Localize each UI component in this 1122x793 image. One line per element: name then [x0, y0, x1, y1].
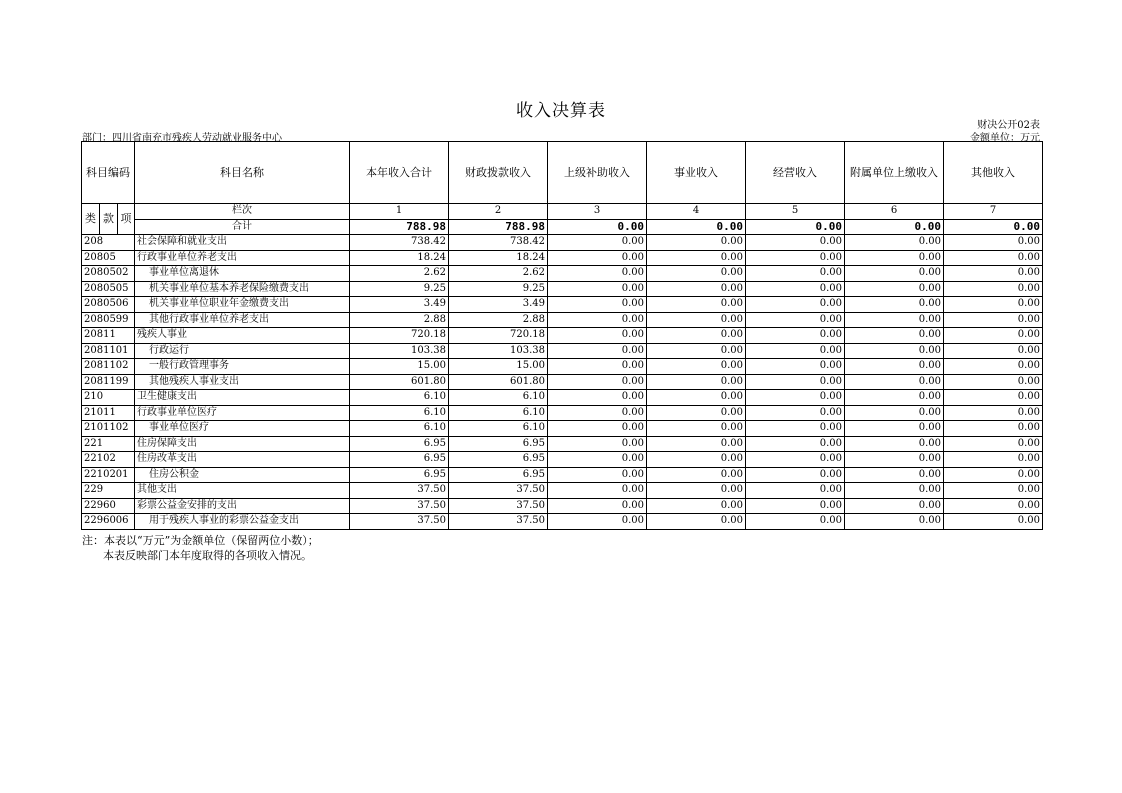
table-row — [82, 467, 1043, 483]
amount-cell: 0.00 — [746, 297, 845, 313]
amount-cell: 0.00 — [746, 328, 845, 344]
amount-cell: 6.10 — [350, 390, 449, 406]
amount-cell: 0.00 — [548, 405, 647, 421]
sub-header-lei: 类 — [82, 204, 100, 235]
amount-cell: 0.00 — [746, 405, 845, 421]
sub-header-kuan: 款 — [100, 204, 118, 235]
table-row — [82, 514, 1043, 530]
amount-cell: 0.00 — [647, 421, 746, 437]
header-superior-subsidy: 上级补助收入 — [548, 142, 647, 204]
subject-code: 2101102 — [82, 421, 135, 437]
amount-cell: 6.95 — [449, 452, 548, 468]
amount-cell: 0.00 — [746, 452, 845, 468]
amount-cell: 0.00 — [746, 235, 845, 251]
amount-cell: 720.18 — [449, 328, 548, 344]
note-line: 本表反映部门本年度取得的各项收入情况。 — [103, 549, 312, 562]
table-row — [82, 343, 1043, 359]
amount-cell: 0.00 — [944, 483, 1043, 499]
amount-cell: 0.00 — [746, 483, 845, 499]
column-number: 4 — [647, 204, 746, 220]
amount-cell: 0.00 — [548, 281, 647, 297]
amount-cell: 6.95 — [449, 467, 548, 483]
subject-code: 20805 — [82, 250, 135, 266]
total-row — [82, 219, 1043, 235]
amount-cell: 0.00 — [548, 328, 647, 344]
amount-cell: 0.00 — [746, 514, 845, 530]
amount-cell: 2.62 — [449, 266, 548, 282]
sub-header-xiang: 项 — [118, 204, 135, 235]
subject-name: 事业单位医疗 — [135, 421, 350, 437]
total-value: 0.00 — [845, 219, 944, 235]
amount-cell: 0.00 — [746, 266, 845, 282]
amount-cell: 9.25 — [449, 281, 548, 297]
amount-cell: 0.00 — [944, 250, 1043, 266]
amount-cell: 2.88 — [350, 312, 449, 328]
total-value: 788.98 — [449, 219, 548, 235]
amount-cell: 37.50 — [449, 514, 548, 530]
amount-cell: 6.10 — [350, 421, 449, 437]
subject-code: 2210201 — [82, 467, 135, 483]
form-number: 财决公开02表 — [977, 120, 1040, 131]
amount-cell: 9.25 — [350, 281, 449, 297]
amount-cell: 0.00 — [746, 281, 845, 297]
amount-cell: 0.00 — [944, 498, 1043, 514]
amount-cell: 6.95 — [449, 436, 548, 452]
amount-cell: 0.00 — [944, 281, 1043, 297]
amount-cell: 0.00 — [548, 359, 647, 375]
amount-cell: 0.00 — [944, 405, 1043, 421]
subject-name: 其他残疾人事业支出 — [135, 374, 350, 390]
subject-name: 社会保障和就业支出 — [135, 235, 350, 251]
amount-cell: 37.50 — [449, 498, 548, 514]
subject-name: 残疾人事业 — [135, 328, 350, 344]
amount-cell: 2.62 — [350, 266, 449, 282]
subject-name: 彩票公益金安排的支出 — [135, 498, 350, 514]
subject-code: 229 — [82, 483, 135, 499]
income-final-accounts-table — [81, 141, 1043, 530]
amount-cell: 0.00 — [944, 343, 1043, 359]
column-number: 3 — [548, 204, 647, 220]
amount-cell: 0.00 — [944, 374, 1043, 390]
subject-code: 2080599 — [82, 312, 135, 328]
amount-cell: 0.00 — [548, 436, 647, 452]
amount-cell: 0.00 — [647, 390, 746, 406]
table-row — [82, 328, 1043, 344]
subject-code: 2081102 — [82, 359, 135, 375]
amount-cell: 37.50 — [350, 514, 449, 530]
amount-cell: 738.42 — [449, 235, 548, 251]
amount-cell: 0.00 — [548, 235, 647, 251]
header-operating-income: 经营收入 — [746, 142, 845, 204]
header-fiscal-appropriation: 财政拨款收入 — [449, 142, 548, 204]
subject-name: 机关事业单位职业年金缴费支出 — [135, 297, 350, 313]
amount-cell: 0.00 — [845, 297, 944, 313]
amount-cell: 0.00 — [845, 359, 944, 375]
table-row — [82, 452, 1043, 468]
subject-name: 行政事业单位养老支出 — [135, 250, 350, 266]
amount-cell: 3.49 — [449, 297, 548, 313]
header-affiliated-unit-income: 附属单位上缴收入 — [845, 142, 944, 204]
amount-cell: 0.00 — [845, 328, 944, 344]
amount-cell: 0.00 — [548, 483, 647, 499]
amount-cell: 6.10 — [449, 405, 548, 421]
total-value: 0.00 — [944, 219, 1043, 235]
subject-code: 210 — [82, 390, 135, 406]
subject-name: 其他支出 — [135, 483, 350, 499]
subject-name: 其他行政事业单位养老支出 — [135, 312, 350, 328]
amount-cell: 37.50 — [350, 498, 449, 514]
department-label: 部门：四川省南充市残疾人劳动就业服务中心 — [82, 133, 282, 144]
notes — [82, 533, 319, 563]
amount-cell: 0.00 — [944, 297, 1043, 313]
header-other-income: 其他收入 — [944, 142, 1043, 204]
amount-cell: 0.00 — [845, 405, 944, 421]
amount-cell: 0.00 — [746, 436, 845, 452]
subject-name: 行政事业单位医疗 — [135, 405, 350, 421]
subject-name: 住房公积金 — [135, 467, 350, 483]
amount-cell: 0.00 — [845, 235, 944, 251]
amount-cell: 0.00 — [647, 483, 746, 499]
report-title: 收入决算表 — [516, 101, 606, 121]
header-row — [82, 142, 1043, 204]
table-row — [82, 498, 1043, 514]
subject-code: 21011 — [82, 405, 135, 421]
amount-cell: 0.00 — [845, 374, 944, 390]
subject-code: 2080502 — [82, 266, 135, 282]
table-row — [82, 359, 1043, 375]
amount-cell: 0.00 — [845, 483, 944, 499]
amount-cell: 0.00 — [548, 498, 647, 514]
subject-name: 住房改革支出 — [135, 452, 350, 468]
amount-cell: 6.10 — [449, 421, 548, 437]
subject-name: 机关事业单位基本养老保险缴费支出 — [135, 281, 350, 297]
amount-cell: 0.00 — [647, 343, 746, 359]
amount-cell: 0.00 — [746, 467, 845, 483]
amount-cell: 0.00 — [944, 359, 1043, 375]
table-row — [82, 312, 1043, 328]
table-row — [82, 250, 1043, 266]
amount-cell: 0.00 — [944, 266, 1043, 282]
table-row — [82, 421, 1043, 437]
amount-cell: 0.00 — [647, 467, 746, 483]
table-row — [82, 405, 1043, 421]
amount-cell: 0.00 — [548, 421, 647, 437]
table-row — [82, 235, 1043, 251]
subject-code: 221 — [82, 436, 135, 452]
amount-cell: 0.00 — [944, 467, 1043, 483]
note-line: 注：本表以“万元”为金额单位（保留两位小数）； — [82, 534, 319, 547]
amount-cell: 0.00 — [548, 266, 647, 282]
amount-cell: 0.00 — [845, 498, 944, 514]
table-row — [82, 266, 1043, 282]
table-row — [82, 390, 1043, 406]
subject-code: 20811 — [82, 328, 135, 344]
column-number: 2 — [449, 204, 548, 220]
amount-cell: 15.00 — [449, 359, 548, 375]
amount-cell: 2.88 — [449, 312, 548, 328]
amount-cell: 0.00 — [944, 436, 1043, 452]
amount-cell: 0.00 — [944, 312, 1043, 328]
amount-cell: 0.00 — [845, 343, 944, 359]
amount-cell: 0.00 — [647, 405, 746, 421]
amount-cell: 0.00 — [647, 452, 746, 468]
amount-cell: 0.00 — [944, 514, 1043, 530]
amount-cell: 0.00 — [647, 436, 746, 452]
header-subject-name: 科目名称 — [135, 142, 350, 204]
subject-code: 2296006 — [82, 514, 135, 530]
amount-cell: 0.00 — [746, 250, 845, 266]
amount-cell: 601.80 — [449, 374, 548, 390]
amount-cell: 0.00 — [746, 498, 845, 514]
column-number: 6 — [845, 204, 944, 220]
amount-cell: 0.00 — [944, 328, 1043, 344]
header-subject-code: 科目编码 — [82, 142, 135, 204]
amount-cell: 0.00 — [845, 312, 944, 328]
amount-cell: 0.00 — [944, 421, 1043, 437]
amount-cell: 0.00 — [845, 250, 944, 266]
amount-cell: 0.00 — [746, 359, 845, 375]
amount-unit-label: 金额单位：万元 — [970, 133, 1040, 144]
amount-cell: 18.24 — [350, 250, 449, 266]
amount-cell: 6.10 — [350, 405, 449, 421]
amount-cell: 0.00 — [647, 235, 746, 251]
amount-cell: 0.00 — [647, 250, 746, 266]
amount-cell: 0.00 — [845, 467, 944, 483]
table-row — [82, 436, 1043, 452]
amount-cell: 103.38 — [350, 343, 449, 359]
amount-cell: 103.38 — [449, 343, 548, 359]
amount-cell: 0.00 — [647, 281, 746, 297]
amount-cell: 0.00 — [944, 235, 1043, 251]
amount-cell: 0.00 — [746, 374, 845, 390]
subject-name: 用于残疾人事业的彩票公益金支出 — [135, 514, 350, 530]
amount-cell: 0.00 — [845, 421, 944, 437]
total-value: 788.98 — [350, 219, 449, 235]
total-value: 0.00 — [548, 219, 647, 235]
table-row — [82, 297, 1043, 313]
amount-cell: 0.00 — [647, 266, 746, 282]
amount-cell: 3.49 — [350, 297, 449, 313]
amount-cell: 0.00 — [548, 390, 647, 406]
amount-cell: 15.00 — [350, 359, 449, 375]
amount-cell: 0.00 — [944, 452, 1043, 468]
amount-cell: 0.00 — [647, 328, 746, 344]
amount-cell: 0.00 — [746, 312, 845, 328]
subject-code: 208 — [82, 235, 135, 251]
column-number-row — [82, 204, 1043, 220]
amount-cell: 0.00 — [746, 343, 845, 359]
table-row — [82, 281, 1043, 297]
amount-cell: 37.50 — [449, 483, 548, 499]
amount-cell: 0.00 — [647, 514, 746, 530]
subject-code: 22102 — [82, 452, 135, 468]
amount-cell: 0.00 — [548, 514, 647, 530]
amount-cell: 0.00 — [548, 250, 647, 266]
amount-cell: 18.24 — [449, 250, 548, 266]
subject-name: 事业单位离退休 — [135, 266, 350, 282]
amount-cell: 0.00 — [647, 297, 746, 313]
amount-cell: 0.00 — [845, 514, 944, 530]
header-total-income: 本年收入合计 — [350, 142, 449, 204]
column-number: 1 — [350, 204, 449, 220]
amount-cell: 0.00 — [647, 498, 746, 514]
amount-cell: 6.10 — [449, 390, 548, 406]
amount-cell: 37.50 — [350, 483, 449, 499]
total-value: 0.00 — [746, 219, 845, 235]
total-value: 0.00 — [647, 219, 746, 235]
table-row — [82, 374, 1043, 390]
subject-name: 行政运行 — [135, 343, 350, 359]
amount-cell: 0.00 — [548, 467, 647, 483]
column-number: 5 — [746, 204, 845, 220]
subject-code: 2081101 — [82, 343, 135, 359]
column-number: 7 — [944, 204, 1043, 220]
amount-cell: 0.00 — [845, 390, 944, 406]
subject-name: 一般行政管理事务 — [135, 359, 350, 375]
subject-name: 卫生健康支出 — [135, 390, 350, 406]
amount-cell: 0.00 — [845, 436, 944, 452]
amount-cell: 6.95 — [350, 436, 449, 452]
amount-cell: 6.95 — [350, 452, 449, 468]
amount-cell: 0.00 — [944, 390, 1043, 406]
amount-cell: 0.00 — [548, 374, 647, 390]
amount-cell: 0.00 — [548, 452, 647, 468]
amount-cell: 0.00 — [647, 374, 746, 390]
subject-code: 2080506 — [82, 297, 135, 313]
amount-cell: 0.00 — [647, 312, 746, 328]
amount-cell: 6.95 — [350, 467, 449, 483]
subject-code: 2080505 — [82, 281, 135, 297]
amount-cell: 738.42 — [350, 235, 449, 251]
subject-name: 住房保障支出 — [135, 436, 350, 452]
amount-cell: 0.00 — [746, 390, 845, 406]
total-label: 合计 — [135, 219, 350, 235]
amount-cell: 0.00 — [548, 297, 647, 313]
table-row — [82, 483, 1043, 499]
amount-cell: 0.00 — [548, 312, 647, 328]
amount-cell: 601.80 — [350, 374, 449, 390]
amount-cell: 0.00 — [845, 281, 944, 297]
header-business-income: 事业收入 — [647, 142, 746, 204]
amount-cell: 0.00 — [647, 359, 746, 375]
column-number-label: 栏次 — [135, 204, 350, 220]
subject-code: 2081199 — [82, 374, 135, 390]
amount-cell: 0.00 — [746, 421, 845, 437]
amount-cell: 0.00 — [845, 266, 944, 282]
amount-cell: 720.18 — [350, 328, 449, 344]
amount-cell: 0.00 — [845, 452, 944, 468]
subject-code: 22960 — [82, 498, 135, 514]
amount-cell: 0.00 — [548, 343, 647, 359]
